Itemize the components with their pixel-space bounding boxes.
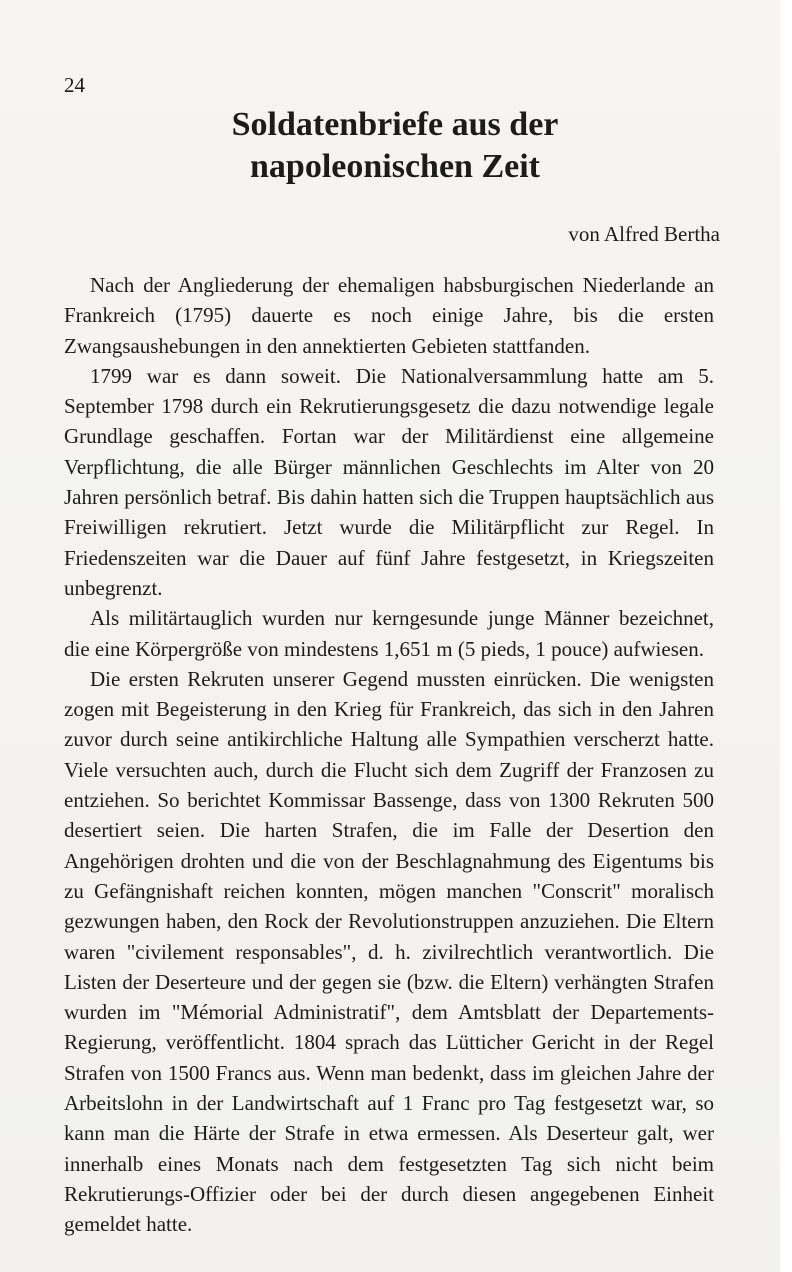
title-line-2: napoleonischen Zeit (250, 148, 540, 185)
paragraph: Als militärtauglich wurden nur kerngesunde junge Männer bezeichnet, die eine Körpergröße von mindestens 1,651 m (5 pieds, 1 pouce) aufwiesen. (64, 606, 714, 661)
paragraph: Die ersten Rekruten unserer Gegend mussten einrücken. Die wenigsten zogen mit Begeisterung in den Krieg für Frankreich, das sich in den Jahren zuvor durch seine antikirchliche Haltung alle Sympathien verscherzt hatte. Viele versuchten auch, durch die Flucht sich dem Zugriff der Franzosen zu entziehen. So berichtet Kommissar Bassenge, dass von 1300 Rekruten 500 desertiert seien. Die harten Strafen, die im Falle der Desertion den Angehörigen drohten und die von der Beschlagnahmung des Eigentums bis zu Gefängnishaft reichen konnten, mögen manchen "Conscrit" moralisch gezwungen haben, den Rock der Revolutionstruppen anzuziehen. Die Eltern waren "civilement responsables", d. h. zivilrechtlich verantwortlich. Die Listen der Deserteure und der gegen sie (bzw. die Eltern) verhängten Strafen wurden im "Mémorial Administratif", dem Amtsblatt der Departements-Regierung, veröffentlicht. 1804 sprach das Lütticher Gericht in der Regel Strafen von 1500 Francs aus. Wenn man bedenkt, dass im gleichen Jahre der Arbeitslohn in der Landwirtschaft auf 1 Franc pro Tag festgesetzt war, so kann man die Härte der Strafe in etwa ermessen. Als Deserteur galt, wer innerhalb eines Monats nach dem festgesetzten Tag sich nicht beim Rekrutierungs-Offizier oder bei der durch diesen angegebenen Einheit gemeldet hatte. (64, 666, 714, 1237)
article-title (150, 104, 640, 188)
title-line-1: Soldatenbriefe aus der (231, 106, 559, 143)
page-number: 24 (64, 73, 85, 97)
page-edge (780, 0, 792, 1272)
author-byline: von Alfred Bertha (568, 222, 720, 246)
paragraph: Nach der Angliederung der ehemaligen habsburgischen Niederlande an Frankreich (1795) dauerte es noch einige Jahre, bis die ersten Zwangsaushebungen in den annektierten Gebieten stattfanden. (64, 273, 714, 358)
paragraph: 1799 war es dann soweit. Die Nationalversammlung hatte am 5. September 1798 durch ein Rekrutierungsgesetz die dazu notwendige legale Grundlage geschaffen. Fortan war der Militärdienst eine allgemeine Verpflichtung, die alle Bürger männlichen Geschlechts im Alter von 20 Jahren persönlich betraf. Bis dahin hatten sich die Truppen hauptsächlich aus Freiwilligen rekrutiert. Jetzt wurde die Militärpflicht zur Regel. In Friedenszeiten war die Dauer auf fünf Jahre festgesetzt, in Kriegszeiten unbegrenzt. (64, 363, 714, 600)
article-body (64, 270, 714, 1240)
